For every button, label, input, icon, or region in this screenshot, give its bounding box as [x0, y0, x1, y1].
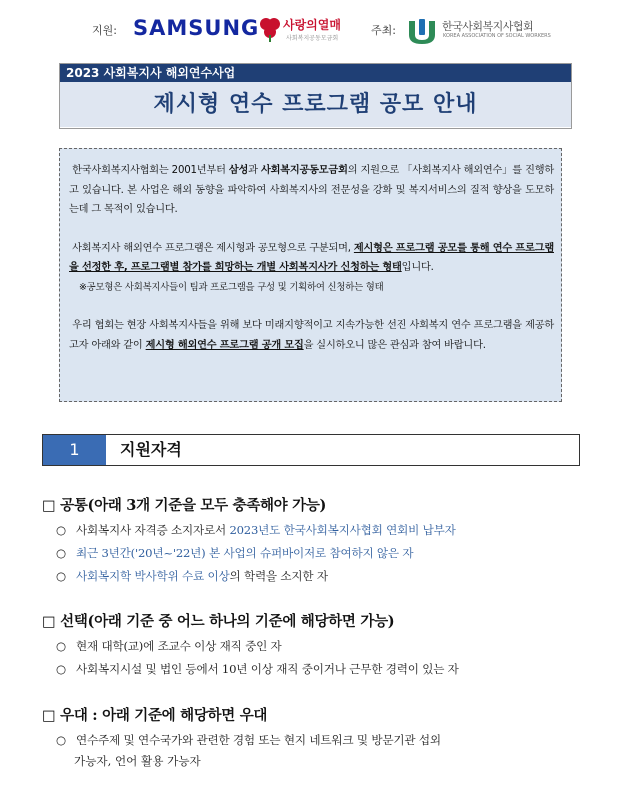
- bullet-circle-icon: ○: [56, 733, 66, 747]
- list-item: [56, 545, 413, 561]
- intro-p1-c: 과: [248, 165, 261, 176]
- bullet-circle-icon: ○: [56, 639, 66, 653]
- item-text: 의 학력을 소지한 자: [229, 569, 328, 583]
- intro-p1-chest: 사회복지공동모금회: [260, 165, 348, 176]
- item-highlight: 2023년도 한국사회복지사협회 연회비 납부자: [229, 523, 456, 537]
- group-select-title: □ 선택(아래 기준 중 어느 하나의 기준에 해당하면 가능): [42, 613, 395, 630]
- section-number: 1: [43, 435, 106, 465]
- intro-p2-highlight: 제시형은 프로그램 공모를 통해 연수 프로그램을 선정한 후, 프로그램별 참가를 희망하는 개별 사회복지사가 신청하는 형태: [69, 242, 554, 273]
- intro-p2-a: 사회복지사 해외연수 프로그램은 제시형과 공모형으로 구분되며,: [72, 242, 354, 254]
- intro-p3-a: 우리 협회는 현장 사회복지사들을 위해 보다 미래지향적이고 지속가능한 선진 사회복지 연수 프로그램을 제공하고자 아래와 같이: [69, 320, 554, 351]
- support-label: 지원:: [92, 24, 117, 37]
- list-item: [56, 732, 441, 748]
- item-text: 사회복지시설 및 법인 등에서 10년 이상 재직 중이거나 근무한 경력이 있는 자: [76, 662, 459, 676]
- list-item: [56, 638, 282, 654]
- group-common-title: □ 공통(아래 3개 기준을 모두 충족해야 가능): [42, 497, 327, 514]
- intro-paragraph-2: [69, 239, 554, 278]
- chest-sub: 사회복지공동모금회: [286, 35, 339, 42]
- intro-p1-a: 한국사회복지사협회는 2001년부터: [72, 165, 229, 176]
- intro-p3-c: 을 실시하오니 많은 관심과 참여 바랍니다.: [303, 339, 486, 351]
- section-header: [42, 434, 580, 466]
- item-highlight: 사회복지학 박사학위 수료 이상: [76, 569, 230, 583]
- group-prefer-title: □ 우대 : 아래 기준에 해당하면 우대: [42, 707, 268, 724]
- bullet-circle-icon: ○: [56, 662, 66, 676]
- host-sub: KOREA ASSOCIATION OF SOCIAL WORKERS: [443, 33, 551, 39]
- love-fruit-logo-icon: [258, 15, 282, 43]
- list-item: [56, 568, 328, 584]
- section-title: 지원자격: [120, 440, 182, 459]
- item-text: 최근 3년간('20년~'22년) 본 사업의: [76, 546, 260, 560]
- intro-box: [59, 148, 562, 402]
- intro-p2-c: 입니다.: [401, 262, 434, 273]
- samsung-logo: SAMSUNG: [133, 16, 260, 40]
- intro-p1-samsung: 삼성: [228, 165, 249, 176]
- intro-p1-e: 의 지원으로 「사회복지사 해외연수」를 진행하고 있습니다. 본 사업은 해외 동향을 파악하여 사회복지사의 전문성을 강화 및 복지서비스의 질적 향상을 도모하는데 그 목적이 있습니다.: [69, 165, 555, 215]
- intro-note: ※공모형은 사회복지사들이 팀과 프로그램을 구성 및 기획하여 신청하는 형태: [79, 281, 384, 293]
- host-label: 주최:: [371, 24, 396, 37]
- item-text: 현재 대학(교)에 조교수 이상 재직 중인 자: [76, 639, 282, 653]
- item-text: 사회복지사 자격증 소지자로서: [76, 523, 230, 537]
- item-text: 연수주제 및 연수국가와 관련한 경험 또는 현지 네트워크 및 방문기관 섭외: [76, 733, 441, 747]
- item-highlight: 슈퍼바이저로 참여하지 않은 자: [259, 546, 414, 560]
- bullet-circle-icon: ○: [56, 546, 66, 560]
- bullet-circle-icon: ○: [56, 523, 66, 537]
- list-item: [56, 661, 459, 677]
- list-item: [56, 522, 456, 538]
- intro-p3-highlight: 제시형 해외연수 프로그램 공개 모집: [145, 339, 304, 351]
- kasw-logo-icon: [407, 17, 437, 45]
- chest-name: 사랑의열매: [283, 18, 341, 32]
- host-name: 한국사회복지사협회: [442, 20, 534, 33]
- intro-paragraph-3: [69, 316, 554, 355]
- page-title: 제시형 연수 프로그램 공모 안내: [60, 82, 571, 127]
- title-block: [59, 63, 572, 129]
- list-item-continuation: 가능자, 언어 활용 가능자: [74, 754, 201, 768]
- sponsor-bar: [0, 14, 626, 48]
- intro-paragraph-1: [69, 161, 554, 220]
- page-subtitle: 2023 사회복지사 해외연수사업: [60, 64, 571, 82]
- bullet-circle-icon: ○: [56, 569, 66, 583]
